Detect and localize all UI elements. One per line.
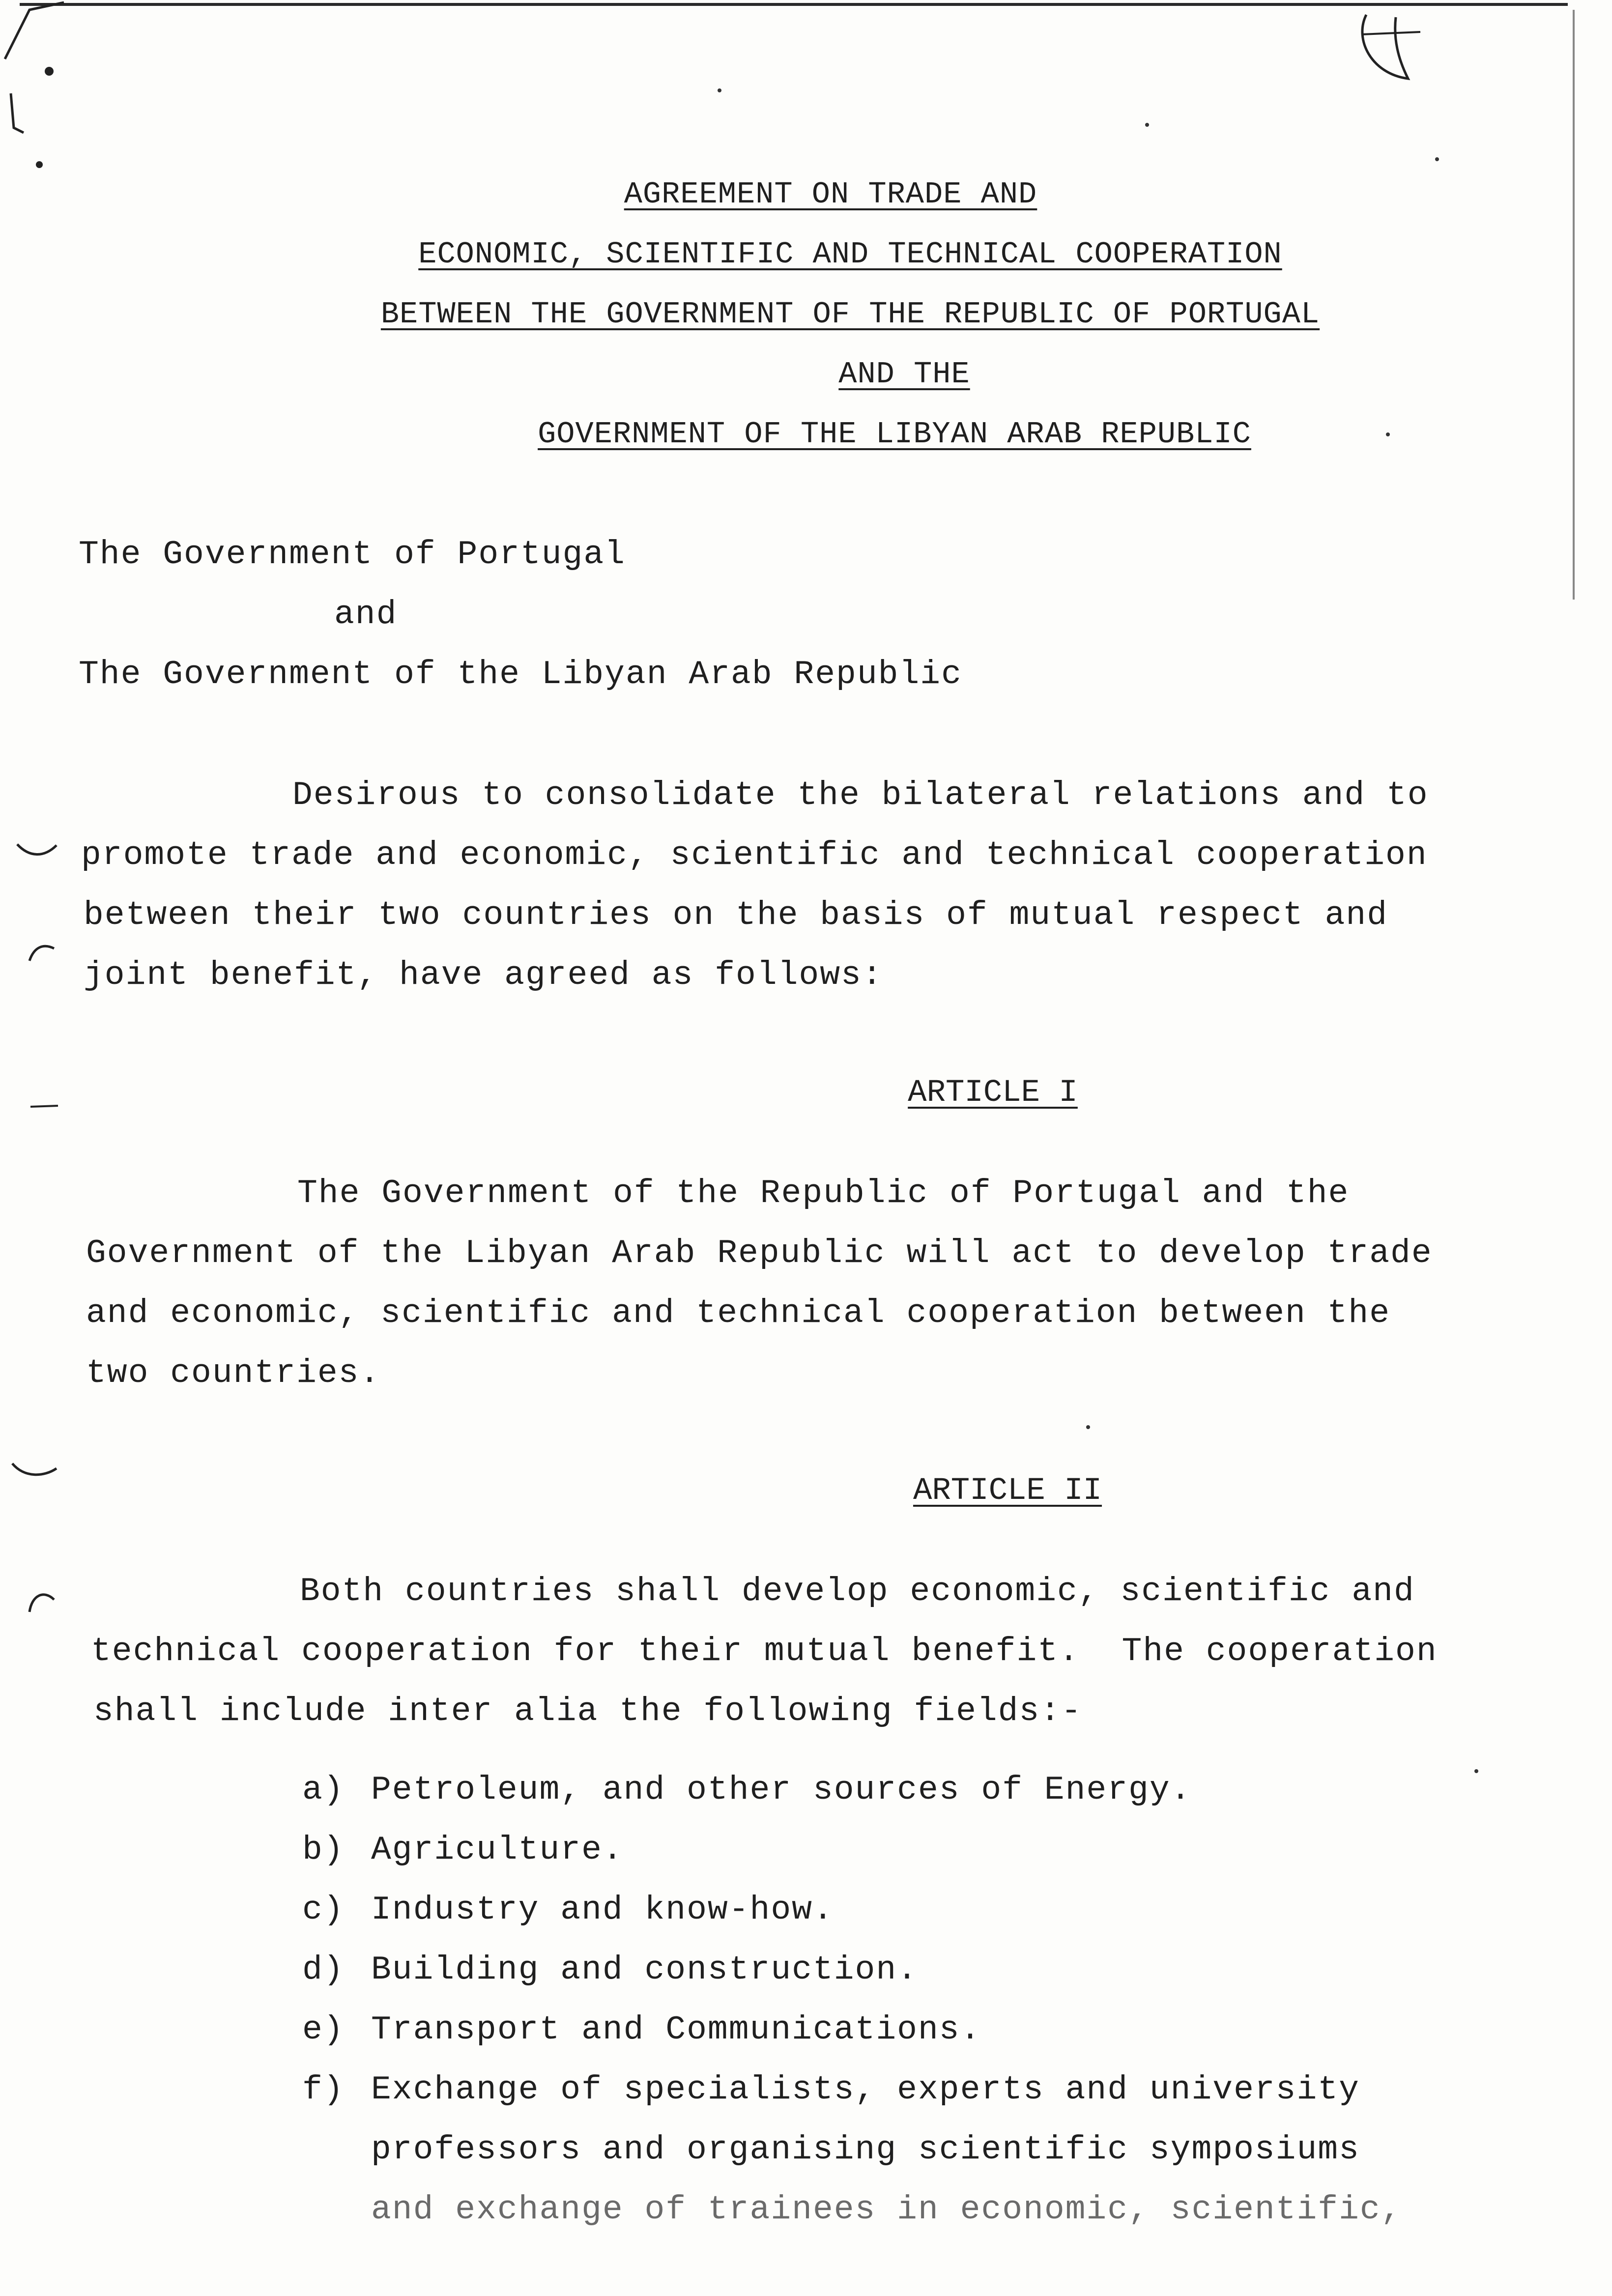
- article-1-line-1: The Government of the Republic of Portugal and the: [297, 1175, 1350, 1212]
- list-item: e) Transport and Communications.: [302, 2011, 981, 2049]
- party-portugal: The Government of Portugal: [79, 536, 626, 574]
- party-conjunction: and: [334, 596, 398, 633]
- speck: [718, 88, 721, 92]
- article-2-line-1: Both countries shall develop economic, scientific and: [300, 1573, 1415, 1610]
- speck: [1086, 1425, 1090, 1429]
- list-item-continuation-1: professors and organising scientific symposiums: [371, 2131, 1360, 2169]
- article-1-heading: ARTICLE I: [908, 1075, 1078, 1111]
- circled-cross-mark: [1352, 5, 1425, 84]
- margin-mark-1: [15, 840, 59, 860]
- article-1-line-4: two countries.: [86, 1354, 381, 1392]
- preamble-line-2: promote trade and economic, scientific and technical cooperation: [81, 836, 1428, 874]
- speck: [1435, 157, 1439, 161]
- title-line-4: AND THE: [838, 357, 970, 392]
- list-item: a) Petroleum, and other sources of Energy.: [302, 1771, 1192, 1809]
- list-item: f) Exchange of specialists, experts and university: [302, 2071, 1360, 2109]
- title-line-3: BETWEEN THE GOVERNMENT OF THE REPUBLIC OF PORTUGAL: [380, 297, 1320, 332]
- corner-pen-mark: [0, 0, 98, 177]
- list-item: d) Building and construction.: [302, 1951, 918, 1989]
- title-line-2: ECONOMIC, SCIENTIFIC AND TECHNICAL COOPERATION: [418, 237, 1282, 272]
- title-line-5: GOVERNMENT OF THE LIBYAN ARAB REPUBLIC: [538, 417, 1251, 452]
- article-2-line-2: technical cooperation for their mutual benefit. The cooperation: [91, 1633, 1438, 1670]
- article-1-line-3: and economic, scientific and technical cooperation between the: [86, 1294, 1391, 1332]
- margin-mark-5: [27, 1590, 57, 1614]
- article-2-line-3: shall include inter alia the following fields:-: [93, 1693, 1082, 1730]
- list-item-continuation-2: and exchange of trainees in economic, scientific,: [371, 2191, 1402, 2229]
- article-2-heading: ARTICLE II: [913, 1473, 1102, 1509]
- preamble-line-3: between their two countries on the basis of mutual respect and: [84, 896, 1388, 934]
- list-item: c) Industry and know-how.: [302, 1891, 834, 1929]
- top-rule-line: [20, 3, 1568, 6]
- article-1-line-2: Government of the Libyan Arab Republic will act to develop trade: [86, 1234, 1433, 1272]
- party-libya: The Government of the Libyan Arab Republic: [79, 656, 962, 693]
- margin-mark-2: [27, 944, 57, 963]
- preamble-line-1: Desirous to consolidate the bilateral relations and to: [292, 776, 1429, 814]
- title-line-1: AGREEMENT ON TRADE AND: [624, 177, 1037, 212]
- speck: [1474, 1769, 1478, 1773]
- speck: [1145, 123, 1149, 127]
- list-item: b) Agriculture.: [302, 1831, 624, 1869]
- preamble-line-4: joint benefit, have agreed as follows:: [84, 956, 883, 994]
